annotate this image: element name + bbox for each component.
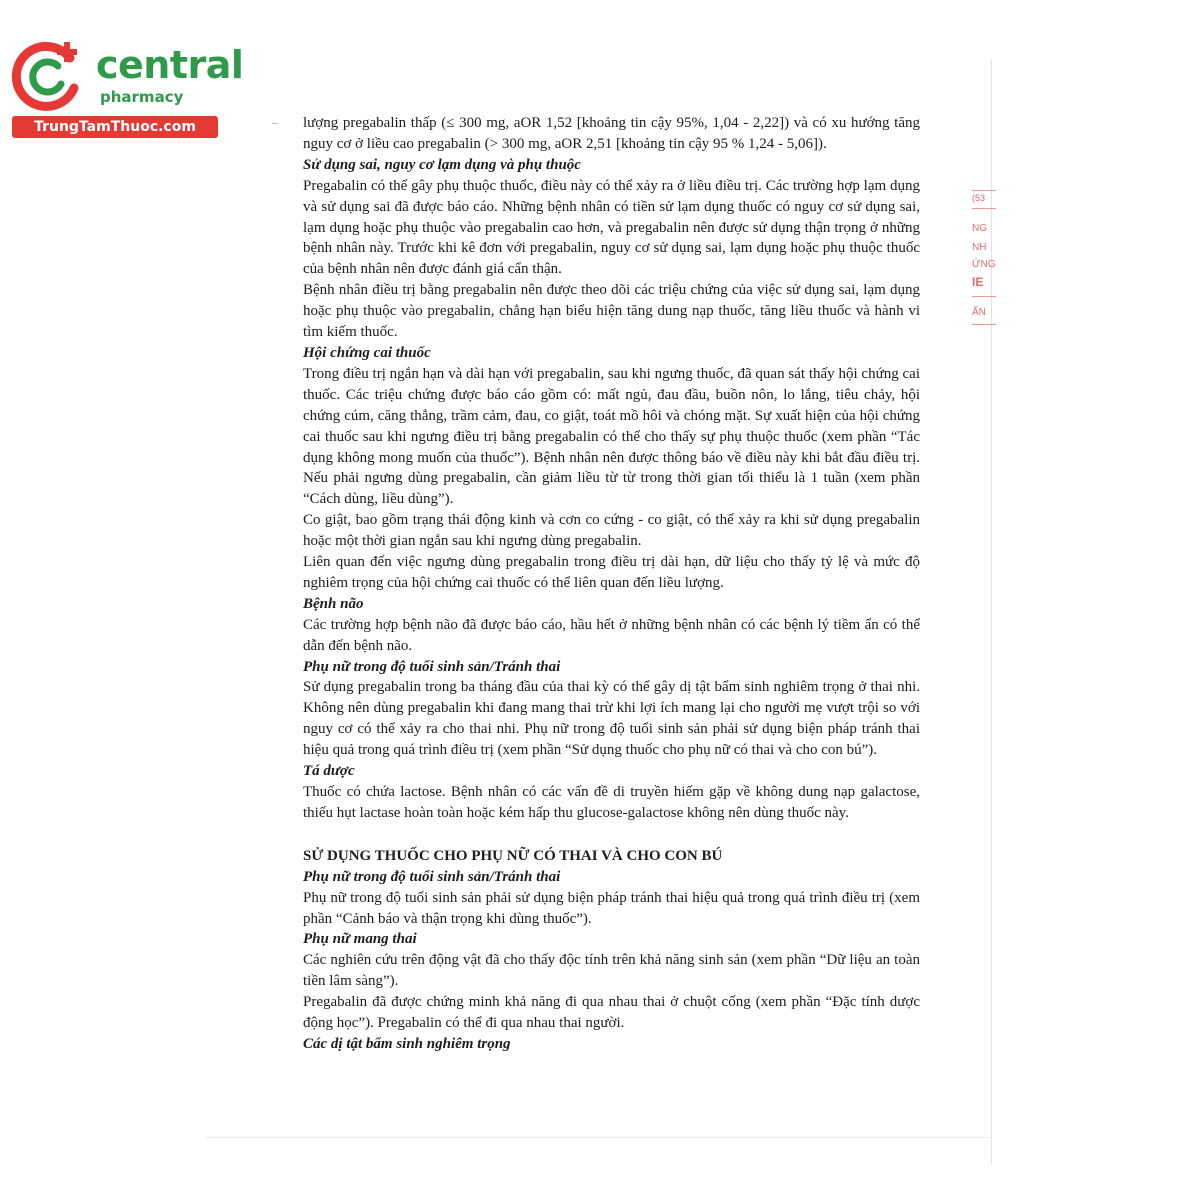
stamp-text: IE	[972, 275, 984, 289]
stamp-fragment	[972, 188, 998, 348]
pharmacy-logo	[8, 36, 244, 136]
paragraph: lượng pregabalin thấp (≤ 300 mg, aOR 1,52 [khoảng tin cậy 95%, 1,04 - 2,22]) và có xu hướng tăng nguy cơ ở liều cao pregabalin (> 300 mg, aOR 2,51 [khoảng tin cậy 95 % 1,24 - 5,06]).	[303, 115, 920, 152]
paragraph: Phụ nữ trong độ tuổi sinh sản phải sử dụng biện pháp tránh thai hiệu quả trong quá trình điều trị (xem phần “Cảnh báo và thận trọng khi dùng thuốc”).	[303, 889, 920, 927]
paragraph: Bệnh nhân điều trị bằng pregabalin nên được theo dõi các triệu chứng của việc sử dụng sai, lạm dụng hoặc phụ thuộc vào pregabalin, chẳng hạn biểu hiện tăng dung nạp thuốc, tăng liều thuốc và hành vi tìm kiếm thuốc.	[303, 282, 920, 341]
stamp-text: NG	[972, 223, 987, 234]
section-heading: Tá dược	[303, 763, 355, 780]
paragraph: Pregabalin có thể gây phụ thuộc thuốc, điều này có thể xảy ra ở liều điều trị. Các trường hợp lạm dụng và sử dụng sai đã được báo cáo. Những bệnh nhân có tiền sử lạm dụng thuốc có nguy cơ sử dụng sai, lạm dụng hoặc phụ thuộc vào pregabalin cao hơn, và pregabalin nên được sử dụng thận trọng ở những bệnh nhân này. Trước khi kê đơn với pregabalin, nguy cơ sử dụng sai, lạm dụng hoặc phụ thuộc thuốc của bệnh nhân nên được đánh giá cẩn thận.	[303, 177, 920, 278]
paragraph: Trong điều trị ngắn hạn và dài hạn với pregabalin, sau khi ngưng thuốc, đã quan sát thấy hội chứng cai thuốc. Các triệu chứng được báo cáo gồm có: mất ngủ, đau đầu, buồn nôn, lo lắng, tiêu chảy, hội chứng cúm, căng thẳng, trầm cảm, đau, co giật, toát mồ hôi và chóng mặt. Sự xuất hiện của hội chứng cai thuốc sau khi ngưng điều trị bằng pregabalin có thể cho thấy sự phụ thuộc thuốc (xem phần “Tác dụng không mong muốn của thuốc”). Bệnh nhân nên được thông báo về điều này khi bắt đầu điều trị. Nếu phải ngưng dùng pregabalin, cần giảm liều từ từ trong thời gian tối thiểu là 1 tuần (xem phần “Cách dùng, liều dùng”).	[303, 365, 920, 508]
section-heading: Các dị tật bẩm sinh nghiêm trọng	[303, 1035, 511, 1052]
stamp-text: ỨNG	[972, 259, 996, 270]
paragraph: Các nghiên cứu trên động vật đã cho thấy độc tính trên khả năng sinh sản (xem phần “Dữ liệu an toàn tiền lâm sàng”).	[303, 952, 920, 990]
chapter-heading: SỬ DỤNG THUỐC CHO PHỤ NỮ CÓ THAI VÀ CHO CON BÚ	[303, 847, 723, 864]
brand-subtitle: pharmacy	[100, 88, 184, 106]
section-heading: Bệnh não	[303, 595, 364, 612]
document-body	[303, 113, 920, 1055]
section-heading: Hội chứng cai thuốc	[303, 344, 431, 361]
stamp-text: ẤN	[972, 307, 986, 318]
section-heading: Sử dụng sai, nguy cơ lạm dụng và phụ thuộc	[303, 156, 581, 173]
section-heading: Phụ nữ mang thai	[303, 931, 417, 948]
paragraph: Liên quan đến việc ngưng dùng pregabalin trong điều trị dài hạn, dữ liệu cho thấy tỷ lệ và mức độ nghiêm trọng của hội chứng cai thuốc có thể liên quan đến liều lượng.	[303, 554, 920, 591]
paragraph: Pregabalin đã được chứng minh khả năng đi qua nhau thai ở chuột cống (xem phần “Đặc tính dược động học”). Pregabalin có thể đi qua nhau thai người.	[303, 994, 920, 1032]
site-banner: TrungTamThuoc.com	[12, 116, 218, 138]
section-heading: Phụ nữ trong độ tuổi sinh sản/Tránh thai	[303, 868, 561, 885]
paragraph: Co giật, bao gồm trạng thái động kinh và cơn co cứng - co giật, có thể xảy ra khi sử dụng pregabalin hoặc một thời gian ngắn sau khi ngưng dùng pregabalin.	[303, 512, 920, 550]
stamp-text: NH	[972, 242, 987, 253]
central-logo-icon	[8, 36, 88, 116]
paragraph: Thuốc có chứa lactose. Bệnh nhân có các vấn đề di truyền hiếm gặp về không dung nạp galactose, thiếu hụt lactase hoàn toàn hoặc kém hấp thu glucose-galactose không nên dùng thuốc này.	[303, 784, 920, 821]
paragraph: Sử dụng pregabalin trong ba tháng đầu của thai kỳ có thể gây dị tật bẩm sinh nghiêm trọng ở thai nhi. Không nên dùng pregabalin khi đang mang thai trừ khi lợi ích mang lại cho người mẹ vượt trội so với nguy cơ có thể xảy ra cho thai nhi. Phụ nữ trong độ tuổi sinh sản phải sử dụng biện pháp tránh thai hiệu quả trong quá trình điều trị (xem phần “Sử dụng thuốc cho phụ nữ có thai và cho con bú”).	[303, 679, 920, 759]
paragraph: Các trường hợp bệnh não đã được báo cáo, hầu hết ở những bệnh nhân có các bệnh lý tiềm ẩn có thể dẫn đến bệnh não.	[303, 616, 920, 654]
margin-tick	[272, 123, 278, 124]
brand-name: central	[96, 43, 244, 87]
section-heading: Phụ nữ trong độ tuổi sinh sản/Tránh thai	[303, 658, 561, 675]
stamp-text: (53	[972, 193, 986, 203]
page-edge-bottom	[205, 1137, 991, 1138]
